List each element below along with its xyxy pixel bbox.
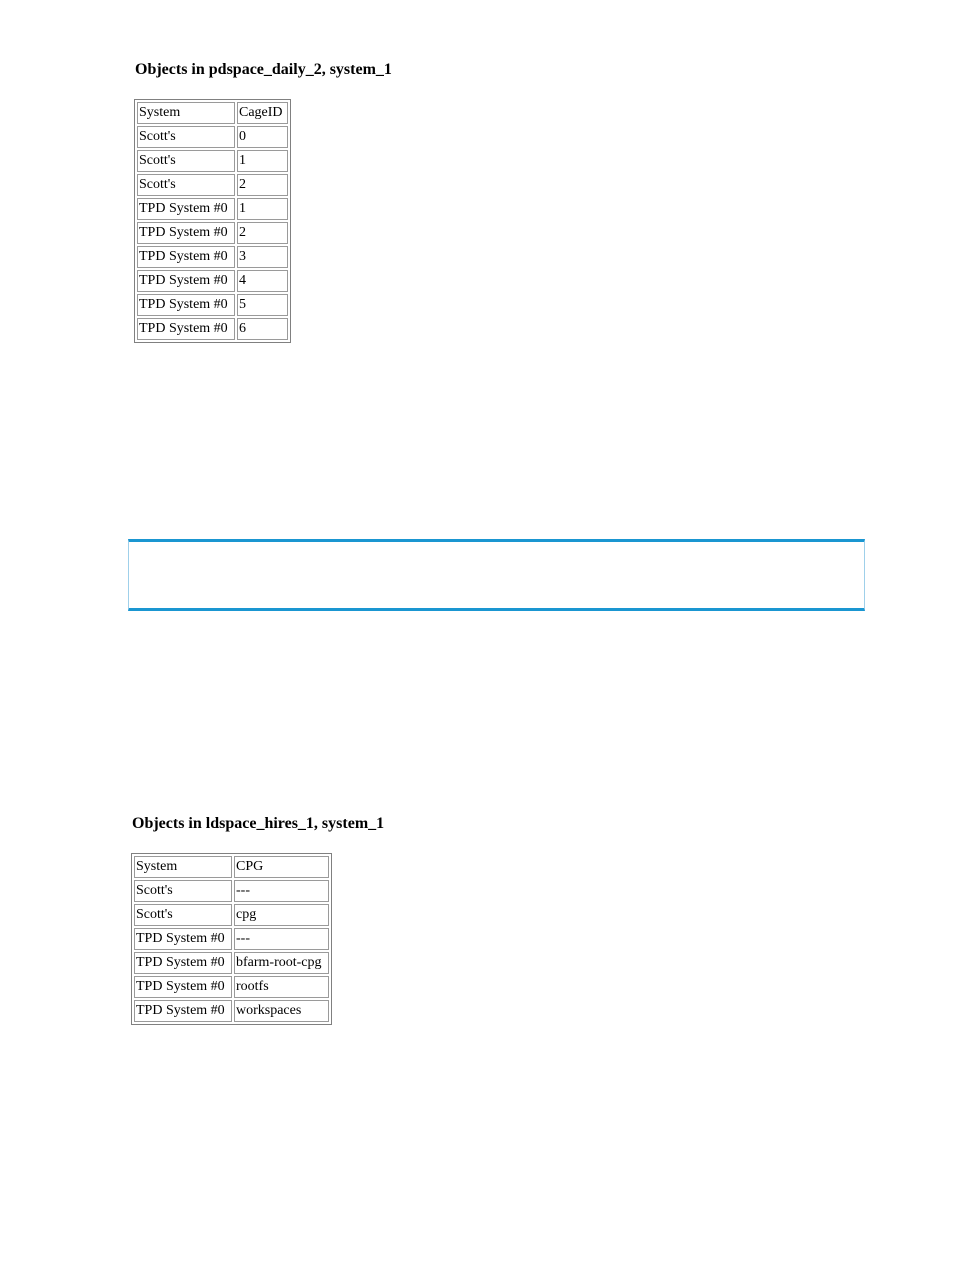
cell-system: TPD System #0 — [137, 222, 235, 244]
cell-system: Scott's — [137, 126, 235, 148]
ldspace-objects-table — [131, 853, 332, 1025]
table-row — [137, 270, 288, 292]
cell-cpg: cpg — [234, 904, 329, 926]
table-row — [137, 174, 288, 196]
table-row — [134, 904, 329, 926]
section-title-ldspace: Objects in ldspace_hires_1, system_1 — [132, 815, 385, 832]
cell-cpg: bfarm-root-cpg — [234, 952, 329, 974]
cell-system: TPD System #0 — [134, 928, 232, 950]
table-row — [134, 952, 329, 974]
table-row — [134, 880, 329, 902]
table-row — [134, 976, 329, 998]
column-header-cpg: CPG — [234, 856, 329, 878]
cell-cageid: 2 — [237, 222, 288, 244]
section-title-pdspace: Objects in pdspace_daily_2, system_1 — [135, 61, 392, 78]
table-row — [134, 1000, 329, 1022]
cell-system: Scott's — [134, 904, 232, 926]
cell-system: TPD System #0 — [134, 1000, 232, 1022]
cell-cageid: 1 — [237, 198, 288, 220]
table-header-row — [134, 856, 329, 878]
table-row — [137, 150, 288, 172]
cell-cageid: 1 — [237, 150, 288, 172]
table-row — [137, 318, 288, 340]
table-header-row — [137, 102, 288, 124]
cell-cageid: 4 — [237, 270, 288, 292]
note-box — [128, 539, 865, 611]
cell-cpg: workspaces — [234, 1000, 329, 1022]
cell-cageid: 2 — [237, 174, 288, 196]
pdspace-table-body — [137, 102, 288, 340]
cell-cageid: 3 — [237, 246, 288, 268]
cell-cageid: 0 — [237, 126, 288, 148]
cell-cpg: rootfs — [234, 976, 329, 998]
cell-system: TPD System #0 — [137, 294, 235, 316]
cell-cageid: 6 — [237, 318, 288, 340]
cell-system: TPD System #0 — [137, 246, 235, 268]
column-header-system: System — [134, 856, 232, 878]
cell-cpg: --- — [234, 880, 329, 902]
cell-system: TPD System #0 — [137, 318, 235, 340]
cell-cpg: --- — [234, 928, 329, 950]
cell-system: TPD System #0 — [137, 198, 235, 220]
cell-system: TPD System #0 — [134, 952, 232, 974]
table-row — [137, 222, 288, 244]
column-header-system: System — [137, 102, 235, 124]
table-row — [137, 246, 288, 268]
cell-system: TPD System #0 — [134, 976, 232, 998]
column-header-cageid: CageID — [237, 102, 288, 124]
table-row — [137, 198, 288, 220]
cell-system: Scott's — [134, 880, 232, 902]
ldspace-table-body — [134, 856, 329, 1022]
table-row — [137, 294, 288, 316]
table-row — [137, 126, 288, 148]
pdspace-objects-table — [134, 99, 291, 343]
cell-system: Scott's — [137, 174, 235, 196]
cell-cageid: 5 — [237, 294, 288, 316]
cell-system: Scott's — [137, 150, 235, 172]
cell-system: TPD System #0 — [137, 270, 235, 292]
table-row — [134, 928, 329, 950]
